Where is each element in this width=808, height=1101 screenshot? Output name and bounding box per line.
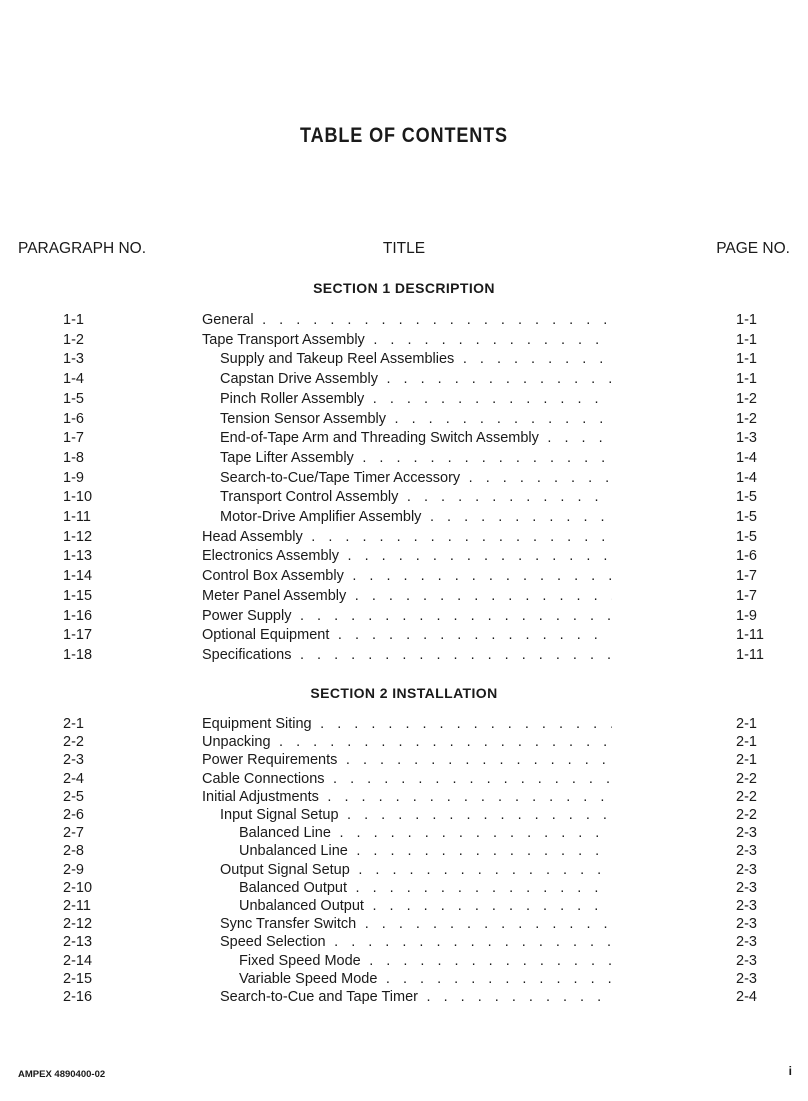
paragraph-number: 1-9 [63, 469, 84, 486]
paragraph-number: 2-1 [63, 716, 84, 732]
page-reference: 1-6 [736, 548, 757, 565]
page-reference: 2-3 [736, 952, 757, 969]
toc-entry [0, 807, 808, 826]
entry-title: Search-to-Cue/Tape Timer Accessory . . . [220, 470, 612, 486]
paragraph-number: 1-10 [63, 489, 93, 506]
toc-entry [0, 509, 808, 528]
page-reference: 2-1 [736, 716, 757, 732]
toc-entry [0, 752, 808, 771]
page-reference: 1-1 [736, 312, 757, 328]
toc-entry [0, 862, 808, 881]
page-reference: 2-3 [736, 916, 757, 933]
toc-entry [0, 450, 808, 469]
page-reference: 1-7 [736, 568, 757, 585]
entry-title: Output Signal Setup . . . [220, 862, 612, 878]
toc-entry [0, 934, 808, 953]
page-reference: 2-3 [736, 879, 757, 896]
paragraph-number: 1-3 [63, 351, 84, 368]
page-reference: 2-3 [736, 843, 757, 860]
page-reference: 2-3 [736, 898, 757, 914]
entry-title: Supply and Takeup Reel Assemblies . . . [220, 351, 612, 367]
page-column-header: PAGE NO. [716, 240, 790, 257]
entry-title: Pinch Roller Assembly . . . [220, 391, 612, 407]
entry-title: Balanced Output . . . [239, 880, 612, 896]
page-reference: 2-1 [736, 734, 757, 751]
toc-entry [0, 647, 808, 666]
toc-entry [0, 971, 808, 990]
entry-title: Meter Panel Assembly . . . [202, 588, 612, 604]
toc-entry [0, 880, 808, 899]
toc-entry [0, 489, 808, 508]
paragraph-number: 1-5 [63, 390, 84, 407]
page-reference: 1-1 [736, 371, 757, 388]
paragraph-number: 2-15 [63, 970, 93, 987]
paragraph-number: 2-11 [63, 898, 91, 914]
paragraph-number: 1-16 [63, 607, 93, 624]
paragraph-number: 2-12 [63, 916, 93, 933]
paragraph-number: 1-1 [63, 312, 84, 328]
toc-entry [0, 371, 808, 390]
paragraph-number: 2-3 [63, 752, 84, 769]
toc-entry [0, 568, 808, 587]
entry-title: General . . . [202, 312, 612, 328]
page-reference: 2-3 [736, 970, 757, 987]
page-reference: 2-3 [736, 861, 757, 878]
entry-title: Transport Control Assembly . . . [220, 489, 612, 505]
toc-entry [0, 430, 808, 449]
title-column-header: TITLE [382, 240, 426, 257]
entry-title: Control Box Assembly . . . [202, 568, 612, 584]
page-reference: 1-2 [736, 390, 757, 407]
page-reference: 2-3 [736, 934, 757, 951]
entry-title: Balanced Line . . . [239, 825, 612, 841]
paragraph-number: 1-7 [63, 430, 84, 447]
paragraph-number: 1-4 [63, 371, 84, 388]
paragraph-number: 2-16 [63, 989, 93, 1005]
entry-title: Optional Equipment . . . [202, 627, 612, 643]
entry-title: Fixed Speed Mode . . . [239, 953, 612, 969]
toc-entry [0, 716, 808, 735]
page-reference: 1-3 [736, 430, 757, 447]
page-reference: 2-4 [736, 989, 757, 1005]
entry-title: Electronics Assembly . . . [202, 548, 612, 564]
toc-entry [0, 548, 808, 567]
entry-title: Cable Connections . . . [202, 771, 612, 787]
toc-entry [0, 843, 808, 862]
paragraph-number: 1-2 [63, 331, 84, 348]
toc-entry [0, 608, 808, 627]
page-title: TABLE OF CONTENTS [300, 124, 508, 147]
paragraph-number: 2-6 [63, 807, 84, 823]
page-reference: 2-3 [736, 825, 757, 842]
entry-title: Tape Transport Assembly . . . [202, 332, 612, 348]
entry-title: Power Supply . . . [202, 608, 612, 624]
toc-entry [0, 627, 808, 646]
toc-entry [0, 989, 808, 1008]
paragraph-number: 2-8 [63, 843, 84, 860]
entry-title: Tension Sensor Assembly . . . [220, 411, 612, 427]
page-reference: 1-1 [736, 351, 757, 368]
paragraph-number: 1-6 [63, 410, 84, 427]
section-2-heading: SECTION 2 INSTALLATION [310, 685, 498, 701]
toc-entry [0, 825, 808, 844]
toc-entry [0, 529, 808, 548]
toc-entry [0, 332, 808, 351]
document-footer: AMPEX 4890400-02 [18, 1069, 106, 1080]
entry-title: Input Signal Setup . . . [220, 807, 612, 823]
paragraph-number: 2-10 [63, 879, 93, 896]
page-reference: 1-5 [736, 489, 757, 506]
toc-entry [0, 789, 808, 808]
page-reference: 1-11 [736, 627, 764, 644]
toc-entry [0, 312, 808, 331]
entry-title: Specifications . . . [202, 647, 612, 663]
entry-title: Unpacking . . . [202, 734, 612, 750]
paragraph-number: 2-7 [63, 825, 84, 842]
toc-entry [0, 351, 808, 370]
paragraph-number: 1-8 [63, 449, 84, 466]
toc-entry [0, 771, 808, 790]
entry-title: Unbalanced Line . . . [239, 843, 612, 859]
page-reference: 1-2 [736, 410, 757, 427]
page-reference: 1-7 [736, 587, 757, 604]
page-reference: 1-1 [736, 331, 757, 348]
page-reference: 1-11 [736, 646, 764, 663]
page-reference: 1-5 [736, 509, 757, 525]
toc-entry [0, 953, 808, 972]
paragraph-number: 1-11 [63, 509, 91, 525]
paragraph-number: 2-14 [63, 952, 93, 969]
page-reference: 2-1 [736, 752, 757, 769]
page-reference: 2-2 [736, 770, 757, 787]
entry-title: Motor-Drive Amplifier Assembly . . . [220, 509, 612, 525]
page-reference: 2-2 [736, 788, 757, 805]
paragraph-number: 2-13 [63, 934, 93, 951]
toc-entry [0, 734, 808, 753]
section-1-heading: SECTION 1 DESCRIPTION [313, 280, 495, 296]
entry-title: Equipment Siting . . . [202, 716, 612, 732]
toc-entry [0, 916, 808, 935]
paragraph-number: 2-2 [63, 734, 84, 751]
paragraph-number: 1-14 [63, 568, 93, 585]
entry-title: Initial Adjustments . . . [202, 789, 612, 805]
page-reference: 2-2 [736, 807, 757, 823]
entry-title: Sync Transfer Switch . . . [220, 916, 612, 932]
paragraph-number: 1-18 [63, 646, 93, 663]
toc-entry [0, 898, 808, 917]
paragraph-number: 1-17 [63, 627, 93, 644]
entry-title: Power Requirements . . . [202, 752, 612, 768]
paragraph-number: 1-13 [63, 548, 93, 565]
entry-title: Capstan Drive Assembly . . . [220, 371, 612, 387]
page-reference: 1-4 [736, 469, 757, 486]
entry-title: Tape Lifter Assembly . . . [220, 450, 612, 466]
entry-title: Head Assembly . . . [202, 529, 612, 545]
page-number: i [788, 1064, 792, 1078]
toc-entry [0, 391, 808, 410]
paragraph-number: 1-15 [63, 587, 93, 604]
page-reference: 1-5 [736, 528, 757, 545]
entry-title: Search-to-Cue and Tape Timer . . . [220, 989, 612, 1005]
page-reference: 1-9 [736, 607, 757, 624]
paragraph-number: 2-9 [63, 861, 84, 878]
toc-entry [0, 588, 808, 607]
entry-title: Unbalanced Output . . . [239, 898, 612, 914]
toc-entry [0, 411, 808, 430]
toc-entry [0, 470, 808, 489]
page-reference: 1-4 [736, 449, 757, 466]
paragraph-number: 2-5 [63, 788, 84, 805]
entry-title: Variable Speed Mode . . . [239, 971, 612, 987]
paragraph-number: 1-12 [63, 528, 93, 545]
paragraph-column-header: PARAGRAPH NO. [18, 240, 147, 257]
entry-title: Speed Selection . . . [220, 934, 612, 950]
entry-title: End-of-Tape Arm and Threading Switch Assembly . . . [220, 430, 612, 446]
paragraph-number: 2-4 [63, 770, 84, 787]
